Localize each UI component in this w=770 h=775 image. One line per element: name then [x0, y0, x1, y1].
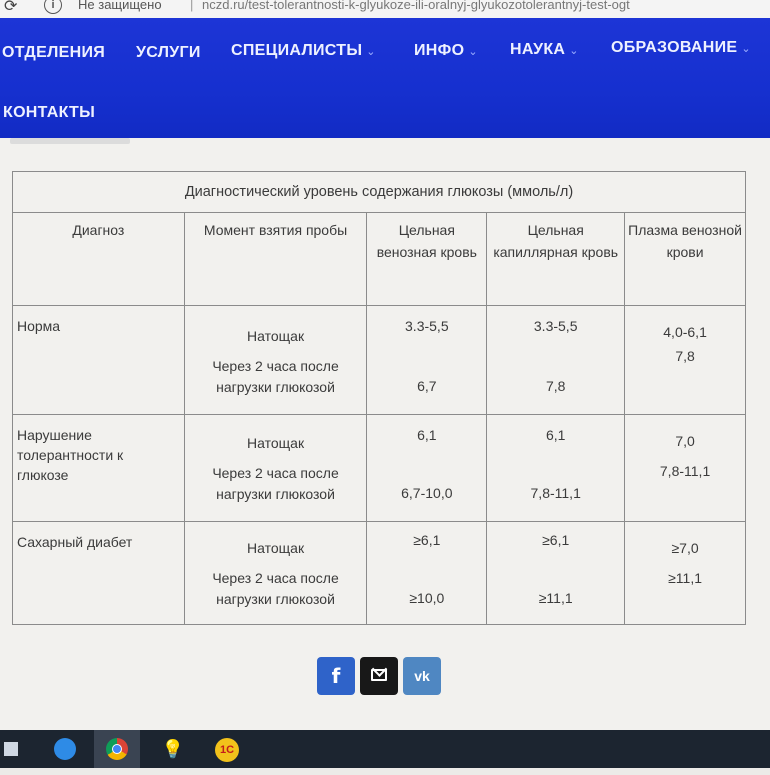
- plasma-after-value: ≥11,1: [668, 570, 703, 586]
- table-row: [13, 306, 746, 415]
- moment-fasting: Натощак: [247, 435, 305, 451]
- reload-icon[interactable]: ⟳: [4, 0, 18, 15]
- plasma-fasting-value: 4,0-6,1: [663, 324, 707, 340]
- chevron-down-icon: ⌄: [569, 45, 579, 57]
- taskbar-app-1c[interactable]: [204, 730, 250, 768]
- nav-item-label: ОБРАЗОВАНИЕ: [611, 39, 738, 56]
- venous-after-value: ≥10,0: [409, 590, 445, 606]
- nav-item-education[interactable]: [611, 39, 751, 57]
- nav-item-label: КОНТАКТЫ: [3, 104, 96, 121]
- capillary-after-value: 7,8-11,1: [530, 485, 581, 501]
- nav-item-label: УСЛУГИ: [136, 44, 201, 61]
- url-field[interactable]: nczd.ru/test-tolerantnosti-k-glyukoze-ili-oralnyj-glyukozotolerantnyj-test-ogt: [202, 0, 630, 12]
- site-info-icon[interactable]: i: [44, 0, 62, 14]
- moment-cell: [184, 415, 367, 522]
- nav-item-services[interactable]: [136, 44, 201, 62]
- capillary-cell: [487, 306, 625, 415]
- taskbar-app-edge[interactable]: [42, 730, 88, 768]
- chrome-icon: [106, 738, 128, 760]
- table-row: [13, 522, 746, 625]
- nav-item-label: НАУКА: [510, 41, 566, 58]
- security-status: Не защищено: [78, 0, 162, 12]
- plasma-fasting-value: ≥7,0: [671, 540, 699, 556]
- venous-cell: [367, 415, 487, 522]
- nav-item-label: ИНФО: [414, 42, 465, 59]
- nav-item-science[interactable]: [510, 41, 579, 59]
- envelope-icon: [371, 669, 387, 681]
- taskbar-app-chrome[interactable]: [94, 730, 140, 768]
- diagnosis-label: Норма: [17, 318, 61, 334]
- plasma-after-value: 7,8: [675, 348, 695, 364]
- capillary-fasting-value: ≥6,1: [542, 532, 570, 548]
- address-separator: |: [190, 0, 194, 12]
- column-header-sampling-moment: Момент взятия пробы: [184, 213, 367, 306]
- taskbar-app-tips[interactable]: [150, 730, 196, 768]
- lightbulb-icon: 💡: [161, 739, 185, 759]
- table-row: [13, 415, 746, 522]
- diagnosis-cell: [13, 306, 185, 415]
- capillary-after-value: 7,8: [545, 378, 566, 394]
- plasma-fasting-value: 7,0: [675, 433, 695, 449]
- capillary-fasting-value: 6,1: [545, 427, 566, 443]
- glucose-diagnostic-table: [12, 171, 746, 625]
- plasma-cell: [625, 306, 746, 415]
- venous-fasting-value: 6,1: [417, 427, 437, 443]
- venous-after-value: 6,7-10,0: [401, 485, 453, 501]
- nav-item-specialists[interactable]: [231, 42, 376, 60]
- venous-cell: [367, 522, 487, 625]
- moment-fasting: Натощак: [247, 540, 305, 556]
- edge-icon: [54, 738, 76, 760]
- chevron-down-icon: ⌄: [366, 46, 376, 58]
- nav-item-departments[interactable]: [2, 44, 105, 62]
- capillary-after-value: ≥11,1: [538, 590, 573, 606]
- diagnosis-label: Нарушение толерантности к глюкозе: [17, 427, 124, 483]
- diagnosis-cell: [13, 522, 185, 625]
- text-fragment: [10, 138, 130, 144]
- plasma-cell: [625, 415, 746, 522]
- windows-icon: [4, 742, 18, 756]
- chevron-down-icon: ⌄: [741, 43, 751, 55]
- capillary-fasting-value: 3.3-5,5: [533, 318, 578, 334]
- venous-fasting-value: ≥6,1: [413, 532, 441, 548]
- email-share-button[interactable]: [360, 657, 398, 695]
- taskbar: [0, 730, 770, 768]
- column-header-diagnosis: Диагноз: [13, 213, 185, 306]
- column-header-venous-plasma: Плазма венозной крови: [625, 213, 746, 306]
- browser-address-bar: [0, 0, 770, 19]
- moment-cell: [184, 522, 367, 625]
- nav-item-contacts[interactable]: [3, 104, 95, 122]
- plasma-cell: [625, 522, 746, 625]
- moment-cell: [184, 306, 367, 415]
- column-header-venous-blood: Цельная венозная кровь: [367, 213, 487, 306]
- moment-after-load: Через 2 часа после нагрузки глюкозой: [212, 465, 339, 502]
- venous-cell: [367, 306, 487, 415]
- site-navigation: [0, 18, 770, 138]
- vk-icon: vk: [414, 668, 430, 684]
- venous-after-value: 6,7: [417, 378, 437, 394]
- nav-item-label: СПЕЦИАЛИСТЫ: [231, 42, 363, 59]
- facebook-icon: f: [331, 664, 341, 688]
- moment-fasting: Натощак: [247, 328, 305, 344]
- page-content: [0, 138, 770, 730]
- vk-share-button[interactable]: [403, 657, 441, 695]
- chevron-down-icon: ⌄: [468, 46, 478, 58]
- moment-after-load: Через 2 часа после нагрузки глюкозой: [212, 358, 339, 395]
- facebook-share-button[interactable]: [317, 657, 355, 695]
- venous-fasting-value: 3.3-5,5: [405, 318, 449, 334]
- capillary-cell: [487, 415, 625, 522]
- start-button[interactable]: [0, 730, 22, 768]
- diagnosis-label: Сахарный диабет: [17, 534, 133, 550]
- nav-item-info[interactable]: [414, 42, 478, 60]
- nav-item-label: ОТДЕЛЕНИЯ: [2, 44, 106, 61]
- column-header-capillary-blood: Цельная капиллярная кровь: [487, 213, 625, 306]
- moment-after-load: Через 2 часа после нагрузки глюкозой: [212, 570, 339, 607]
- plasma-after-value: 7,8-11,1: [659, 463, 711, 479]
- capillary-cell: [487, 522, 625, 625]
- table-caption: Диагностический уровень содержания глюкозы (ммоль/л): [13, 172, 746, 213]
- onec-icon: 1С: [215, 738, 239, 762]
- diagnosis-cell: [13, 415, 185, 522]
